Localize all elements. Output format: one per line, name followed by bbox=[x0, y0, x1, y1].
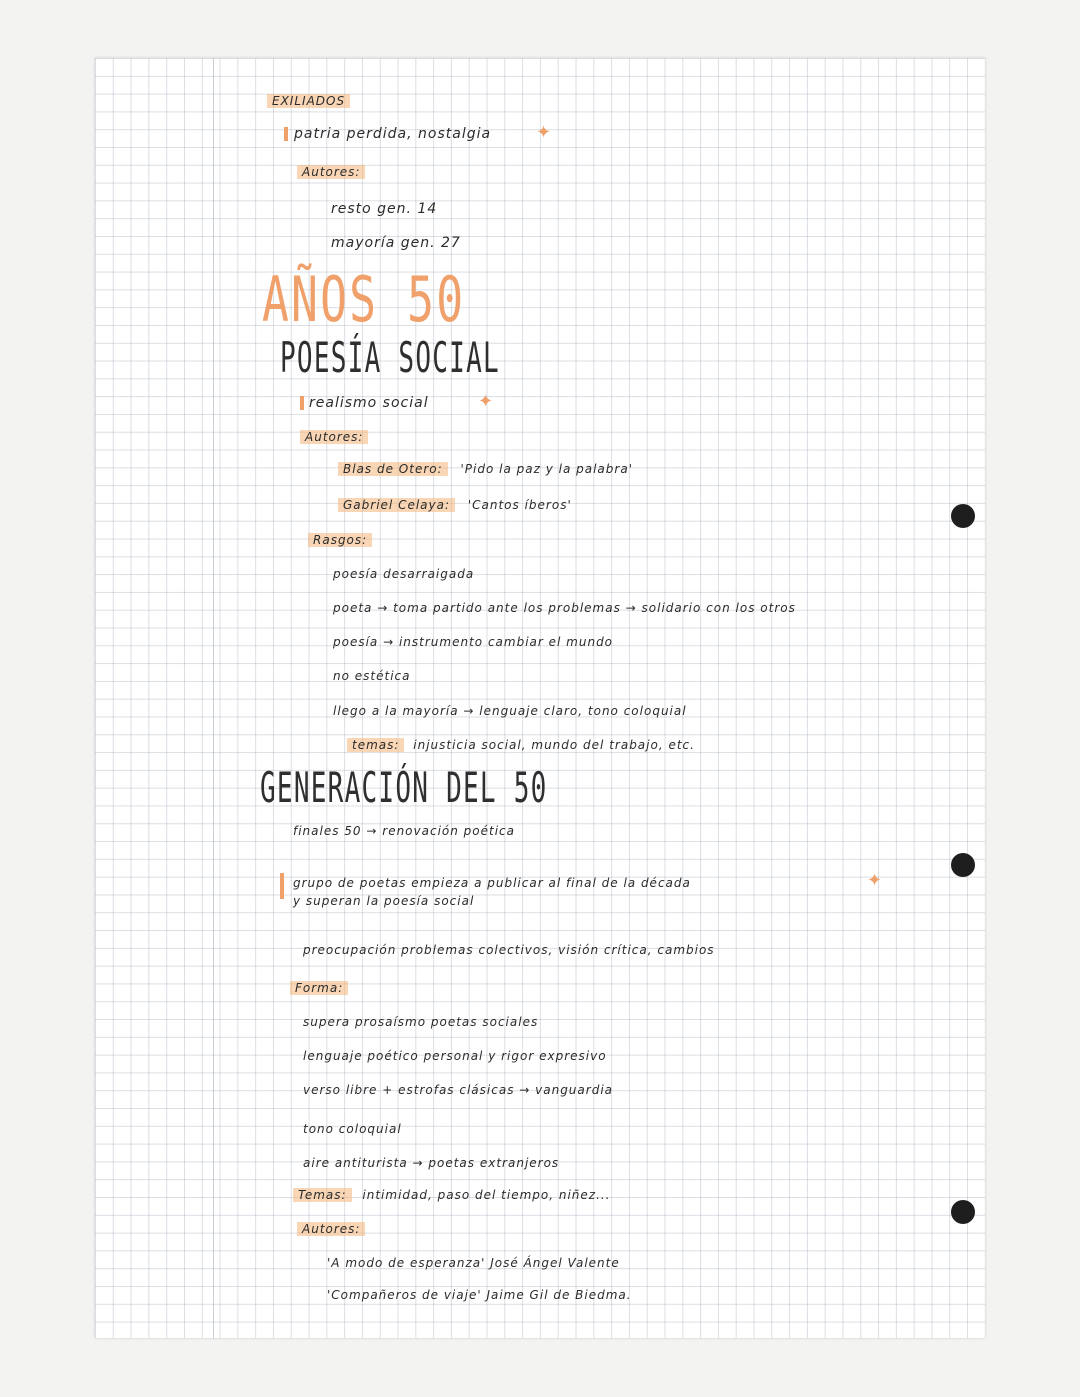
gen50-group-line: y superan la poesía social bbox=[293, 894, 475, 908]
author-entry: Blas de Otero: 'Pido la paz y la palabra' bbox=[338, 462, 633, 476]
forma-item: verso libre + estrofas clásicas → vanguardia bbox=[303, 1083, 614, 1097]
trait-item: poesía desarraigada bbox=[333, 567, 475, 581]
highlight-mark bbox=[280, 873, 284, 899]
gen50-author: 'A modo de esperanza' José Ángel Valente bbox=[327, 1256, 620, 1270]
trait-item: llego a la mayoría → lenguaje claro, tono coloquial bbox=[333, 704, 687, 718]
exiliados-theme: patria perdida, nostalgia bbox=[294, 126, 492, 142]
forma-label: Forma: bbox=[290, 981, 348, 995]
exiliados-author: mayoría gen. 27 bbox=[331, 235, 461, 251]
highlight-mark bbox=[284, 127, 288, 141]
rasgos-label: Rasgos: bbox=[308, 533, 372, 547]
poesia-social-title: POESÍA SOCIAL bbox=[280, 333, 500, 382]
forma-item: tono coloquial bbox=[303, 1122, 402, 1136]
gen50-group-line: grupo de poetas empieza a publicar al final de la década bbox=[293, 876, 691, 890]
star-icon: ✦ bbox=[478, 391, 494, 412]
trait-item: poesía → instrumento cambiar el mundo bbox=[333, 635, 614, 649]
gen50-authors-label: Autores: bbox=[297, 1222, 365, 1236]
gen50-author: 'Compañeros de viaje' Jaime Gil de Biedma. bbox=[327, 1288, 632, 1302]
binder-hole bbox=[951, 504, 975, 528]
margin-line bbox=[213, 58, 214, 1338]
preocupacion-line: preocupación problemas colectivos, visión crítica, cambios bbox=[303, 943, 715, 957]
exiliados-author: resto gen. 14 bbox=[331, 201, 438, 217]
anos50-authors-label: Autores: bbox=[300, 430, 368, 444]
exiliados-authors-label: Autores: bbox=[297, 165, 365, 179]
notebook-page bbox=[95, 58, 985, 1338]
exiliados-heading: EXILIADOS bbox=[267, 94, 350, 108]
highlight-mark bbox=[300, 396, 304, 410]
temas-line: temas: injusticia social, mundo del trabajo, etc. bbox=[347, 738, 695, 752]
binder-hole bbox=[951, 1200, 975, 1224]
star-icon: ✦ bbox=[536, 122, 552, 143]
trait-item: poeta → toma partido ante los problemas → solidario con los otros bbox=[333, 601, 796, 615]
anos50-theme: realismo social bbox=[309, 395, 429, 411]
gen50-temas-line: Temas: intimidad, paso del tiempo, niñez... bbox=[293, 1188, 611, 1202]
star-icon: ✦ bbox=[867, 870, 883, 891]
forma-item: aire antiturista → poetas extranjeros bbox=[303, 1156, 560, 1170]
anos50-title: AÑOS 50 bbox=[262, 263, 466, 336]
gen50-intro: finales 50 → renovación poética bbox=[293, 824, 515, 838]
trait-item: no estética bbox=[333, 669, 411, 683]
author-entry: Gabriel Celaya: 'Cantos íberos' bbox=[338, 498, 572, 512]
forma-item: supera prosaísmo poetas sociales bbox=[303, 1015, 539, 1029]
forma-item: lenguaje poético personal y rigor expresivo bbox=[303, 1049, 607, 1063]
binder-hole bbox=[951, 853, 975, 877]
generacion50-title: GENERACIÓN DEL 50 bbox=[260, 763, 548, 812]
